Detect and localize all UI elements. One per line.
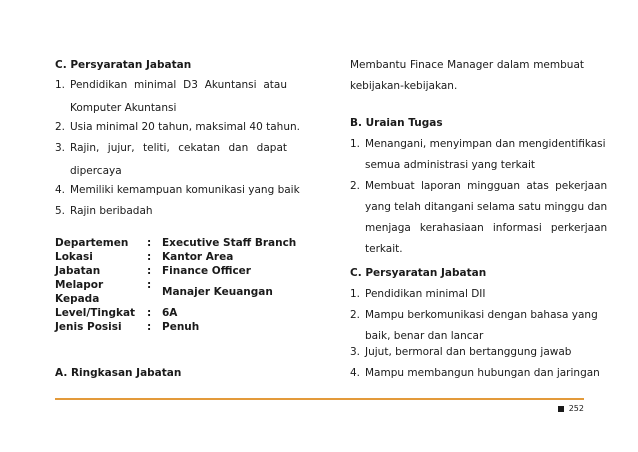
list-item: 1. Pendidikan minimal D3 Akuntansi atau Komputer Akuntansi xyxy=(55,79,287,114)
page-number xyxy=(558,404,584,413)
list-item: 5. Rajin beribadah xyxy=(55,205,153,217)
section-c-title-right: C. Persyaratan Jabatan xyxy=(350,267,487,279)
list-item: 1. Menangani, menyimpan dan mengidentifikasi semua administrasi yang terkait xyxy=(350,138,606,171)
square-bullet-icon xyxy=(558,406,564,412)
list-item: 1. Pendidikan minimal DII xyxy=(350,288,486,300)
list-item: 2. Mampu berkomunikasi dengan bahasa yang baik, benar dan lancar xyxy=(350,309,598,342)
intro-paragraph: Membantu Finace Manager dalam membuat kebijakan-kebijakan. xyxy=(350,59,584,92)
section-a-title: A. Ringkasan Jabatan xyxy=(55,367,182,379)
footer-rule xyxy=(55,398,584,400)
melapor-value: Manajer Keuangan xyxy=(162,286,273,298)
list-item: 2. Usia minimal 20 tahun, maksimal 40 tahun. xyxy=(55,121,300,133)
list-item: 3. Rajin, jujur, teliti, cekatan dan dapat dipercaya xyxy=(55,142,287,177)
list-item: 4. Mampu membangun hubungan dan jaringan xyxy=(350,367,600,379)
list-item: 3. Jujut, bermoral dan bertanggung jawab xyxy=(350,346,572,358)
section-b-title: B. Uraian Tugas xyxy=(350,117,443,129)
page-number-text: 252 xyxy=(568,404,584,413)
list-item: 2. Membuat laporan mingguan atas pekerjaan yang telah ditangani selama satu minggu dan menjaga kerahasiaan informasi perkerjaan terkait. xyxy=(350,180,608,255)
section-c-title: C. Persyaratan Jabatan xyxy=(55,59,192,71)
list-item: 4. Memiliki kemampuan komunikasi yang baik xyxy=(55,184,300,196)
